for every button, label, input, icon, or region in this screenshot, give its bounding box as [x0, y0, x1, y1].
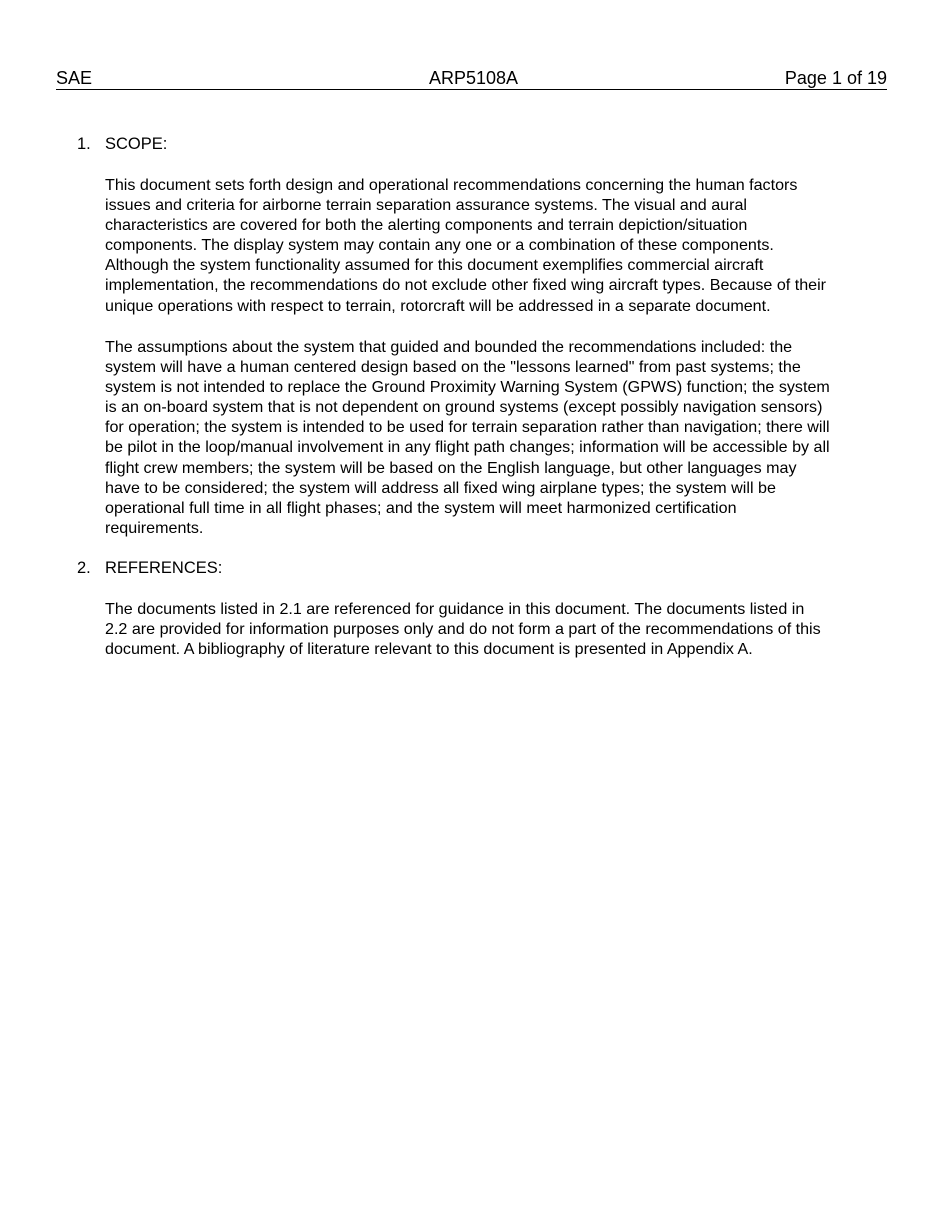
section-number: 2.: [77, 559, 91, 577]
references-paragraph-1: The documents listed in 2.1 are referenced for guidance in this document. The documents listed in 2.2 are provided for information purposes only and do not form a part of the recommendations of this document. A bibliography of literature relevant to this document is presented in Appendix A.: [105, 600, 821, 659]
section-number: 1.: [77, 135, 91, 153]
section-heading-references: [77, 558, 222, 578]
header-doc-number: ARP5108A: [429, 68, 519, 88]
scope-paragraph-1: This document sets forth design and operational recommendations concerning the human factors issues and criteria for airborne terrain separation assurance systems. The visual and aural characteristics are covered for both the alerting components and terrain depiction/situation components. The display system may contain any one or a combination of these components. Although the system functionality assumed for this document exemplifies commercial aircraft implementation, the recommendations do not exclude other fixed wing aircraft types. Because of their unique operations with respect to terrain, rotorcraft will be addressed in a separate document.: [105, 176, 827, 315]
page-header: [56, 67, 887, 90]
section-title: REFERENCES:: [105, 559, 223, 577]
scope-paragraph-2: The assumptions about the system that guided and bounded the recommendations included: the system will have a human centered design based on the "lessons learned" from past systems; the system is not intended to replace the Ground Proximity Warning System (GPWS) function; the system is an on-board system that is not dependent on ground systems (except possibly navigation sensors) for operation; the system is intended to be used for terrain separation rather than navigation; there will be pilot in the loop/manual involvement in any flight path changes; information will be accessible by all flight crew members; the system will be based on the English language, but other languages may have to be considered; the system will address all fixed wing airplane types; the system will be operational full time in all flight phases; and the system will meet harmonized certification requirements.: [105, 338, 830, 537]
section-heading-scope: [77, 134, 167, 154]
header-page-number: Page 1 of 19: [784, 68, 887, 88]
section-title: SCOPE:: [105, 135, 168, 153]
header-org: SAE: [56, 68, 93, 88]
